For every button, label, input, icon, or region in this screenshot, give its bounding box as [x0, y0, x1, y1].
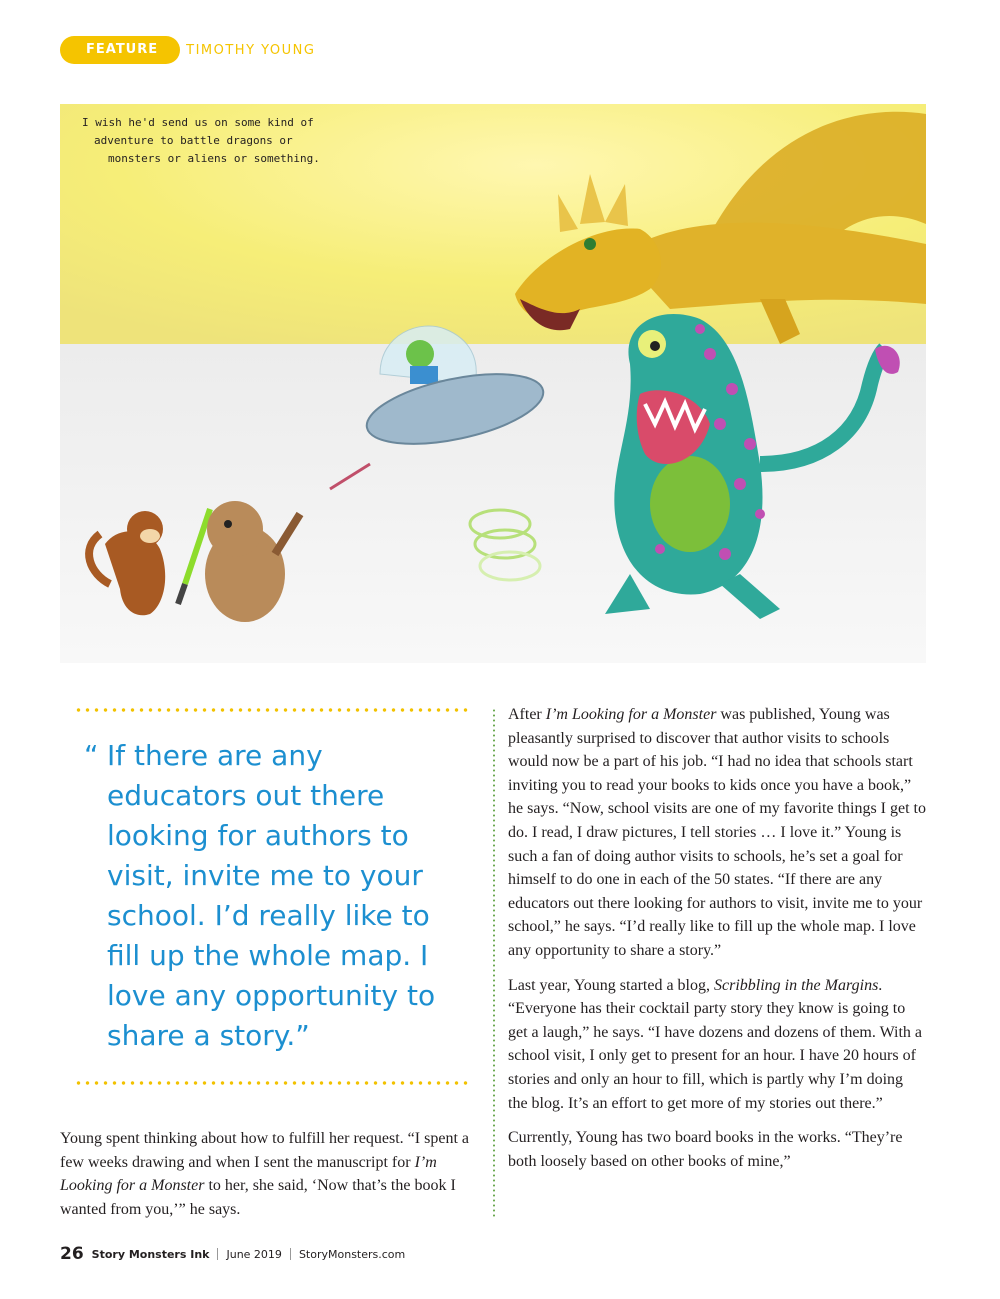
caption-line: adventure to battle dragons or — [94, 134, 293, 147]
illustration-caption — [82, 114, 322, 168]
text-run: Last year, Young started a blog, — [508, 976, 714, 994]
pullquote-text: If there are any educators out there looking for authors to visit, invite me to your school. I’d really like to fill up the whole map. I love any opportunity to share a story.” — [107, 739, 436, 1052]
text-run: Young spent thinking about how to fulfill her request. “I spent a few weeks drawing and when I sent the manuscript for — [60, 1130, 469, 1171]
body-paragraph — [508, 974, 926, 1116]
text-run: was published, Young was pleasantly surprised to discover that author visits to schools would now be a part of his job. “I had no idea that schools start inviting you to read your books to kids once you have a book,” he says. “Now, school visits are one of my favorite things I get to do. I read, I draw pictures, I tell stories … I love it.” Young is such a fan of doing author visits to schools, he’s set a goal for himself to do one in each of the 50 states. “If there are any educators out there looking for authors to visit, invite me to your school,” he says. “I’d really like to fill up the whole map. I love any opportunity to share a story.” — [508, 706, 926, 959]
header-author: TIMOTHY YOUNG — [186, 42, 316, 58]
text-run: After — [508, 706, 546, 723]
publication-name: Story Monsters Ink — [91, 1247, 210, 1261]
pullquote-bottom-border — [74, 1081, 470, 1085]
issue-date: June 2019 — [226, 1247, 282, 1261]
caption-line: monsters or aliens or something. — [108, 152, 320, 165]
text-run: to her, she said, ‘Now that’s the book I wanted from you,’” he says. — [60, 1177, 456, 1218]
pullquote-top-border — [74, 708, 470, 712]
right-column — [508, 703, 926, 1184]
caption-line: I wish he'd send us on some kind of — [82, 116, 314, 129]
column-divider — [493, 708, 495, 1218]
page-number: 26 — [60, 1244, 84, 1264]
section-tag: FEATURE — [60, 36, 180, 64]
book-illustration — [60, 104, 926, 663]
book-title: I’m Looking for a Monster — [545, 706, 717, 723]
book-title: I’m Looking for a Monster — [60, 1153, 437, 1195]
body-paragraph: Currently, Young has two board books in the works. “They’re both loosely based on other books of mine,” — [508, 1129, 903, 1170]
body-paragraph — [60, 1127, 472, 1221]
pullquote — [84, 736, 464, 1056]
footer-separator — [290, 1248, 291, 1260]
website-link[interactable]: StoryMonsters.com — [298, 1247, 406, 1261]
footer-separator — [217, 1248, 218, 1260]
left-column — [60, 1127, 472, 1221]
blog-title: Scribbling in the Margins — [714, 976, 879, 994]
text-run: . “Everyone has their cocktail party story they know is going to get a laugh,” he says. “I have dozens and dozens of them. With a school visit, I only get to present for an hour. I have 20 hours of stories and only an hour to fill, which is partly why I’m doing the blog. It’s an effort to get more of my stories out there.” — [508, 976, 923, 1112]
body-paragraph — [508, 703, 926, 963]
pullquote-mark: “ — [84, 739, 99, 772]
page-footer — [60, 1243, 405, 1265]
section-header — [60, 36, 315, 64]
